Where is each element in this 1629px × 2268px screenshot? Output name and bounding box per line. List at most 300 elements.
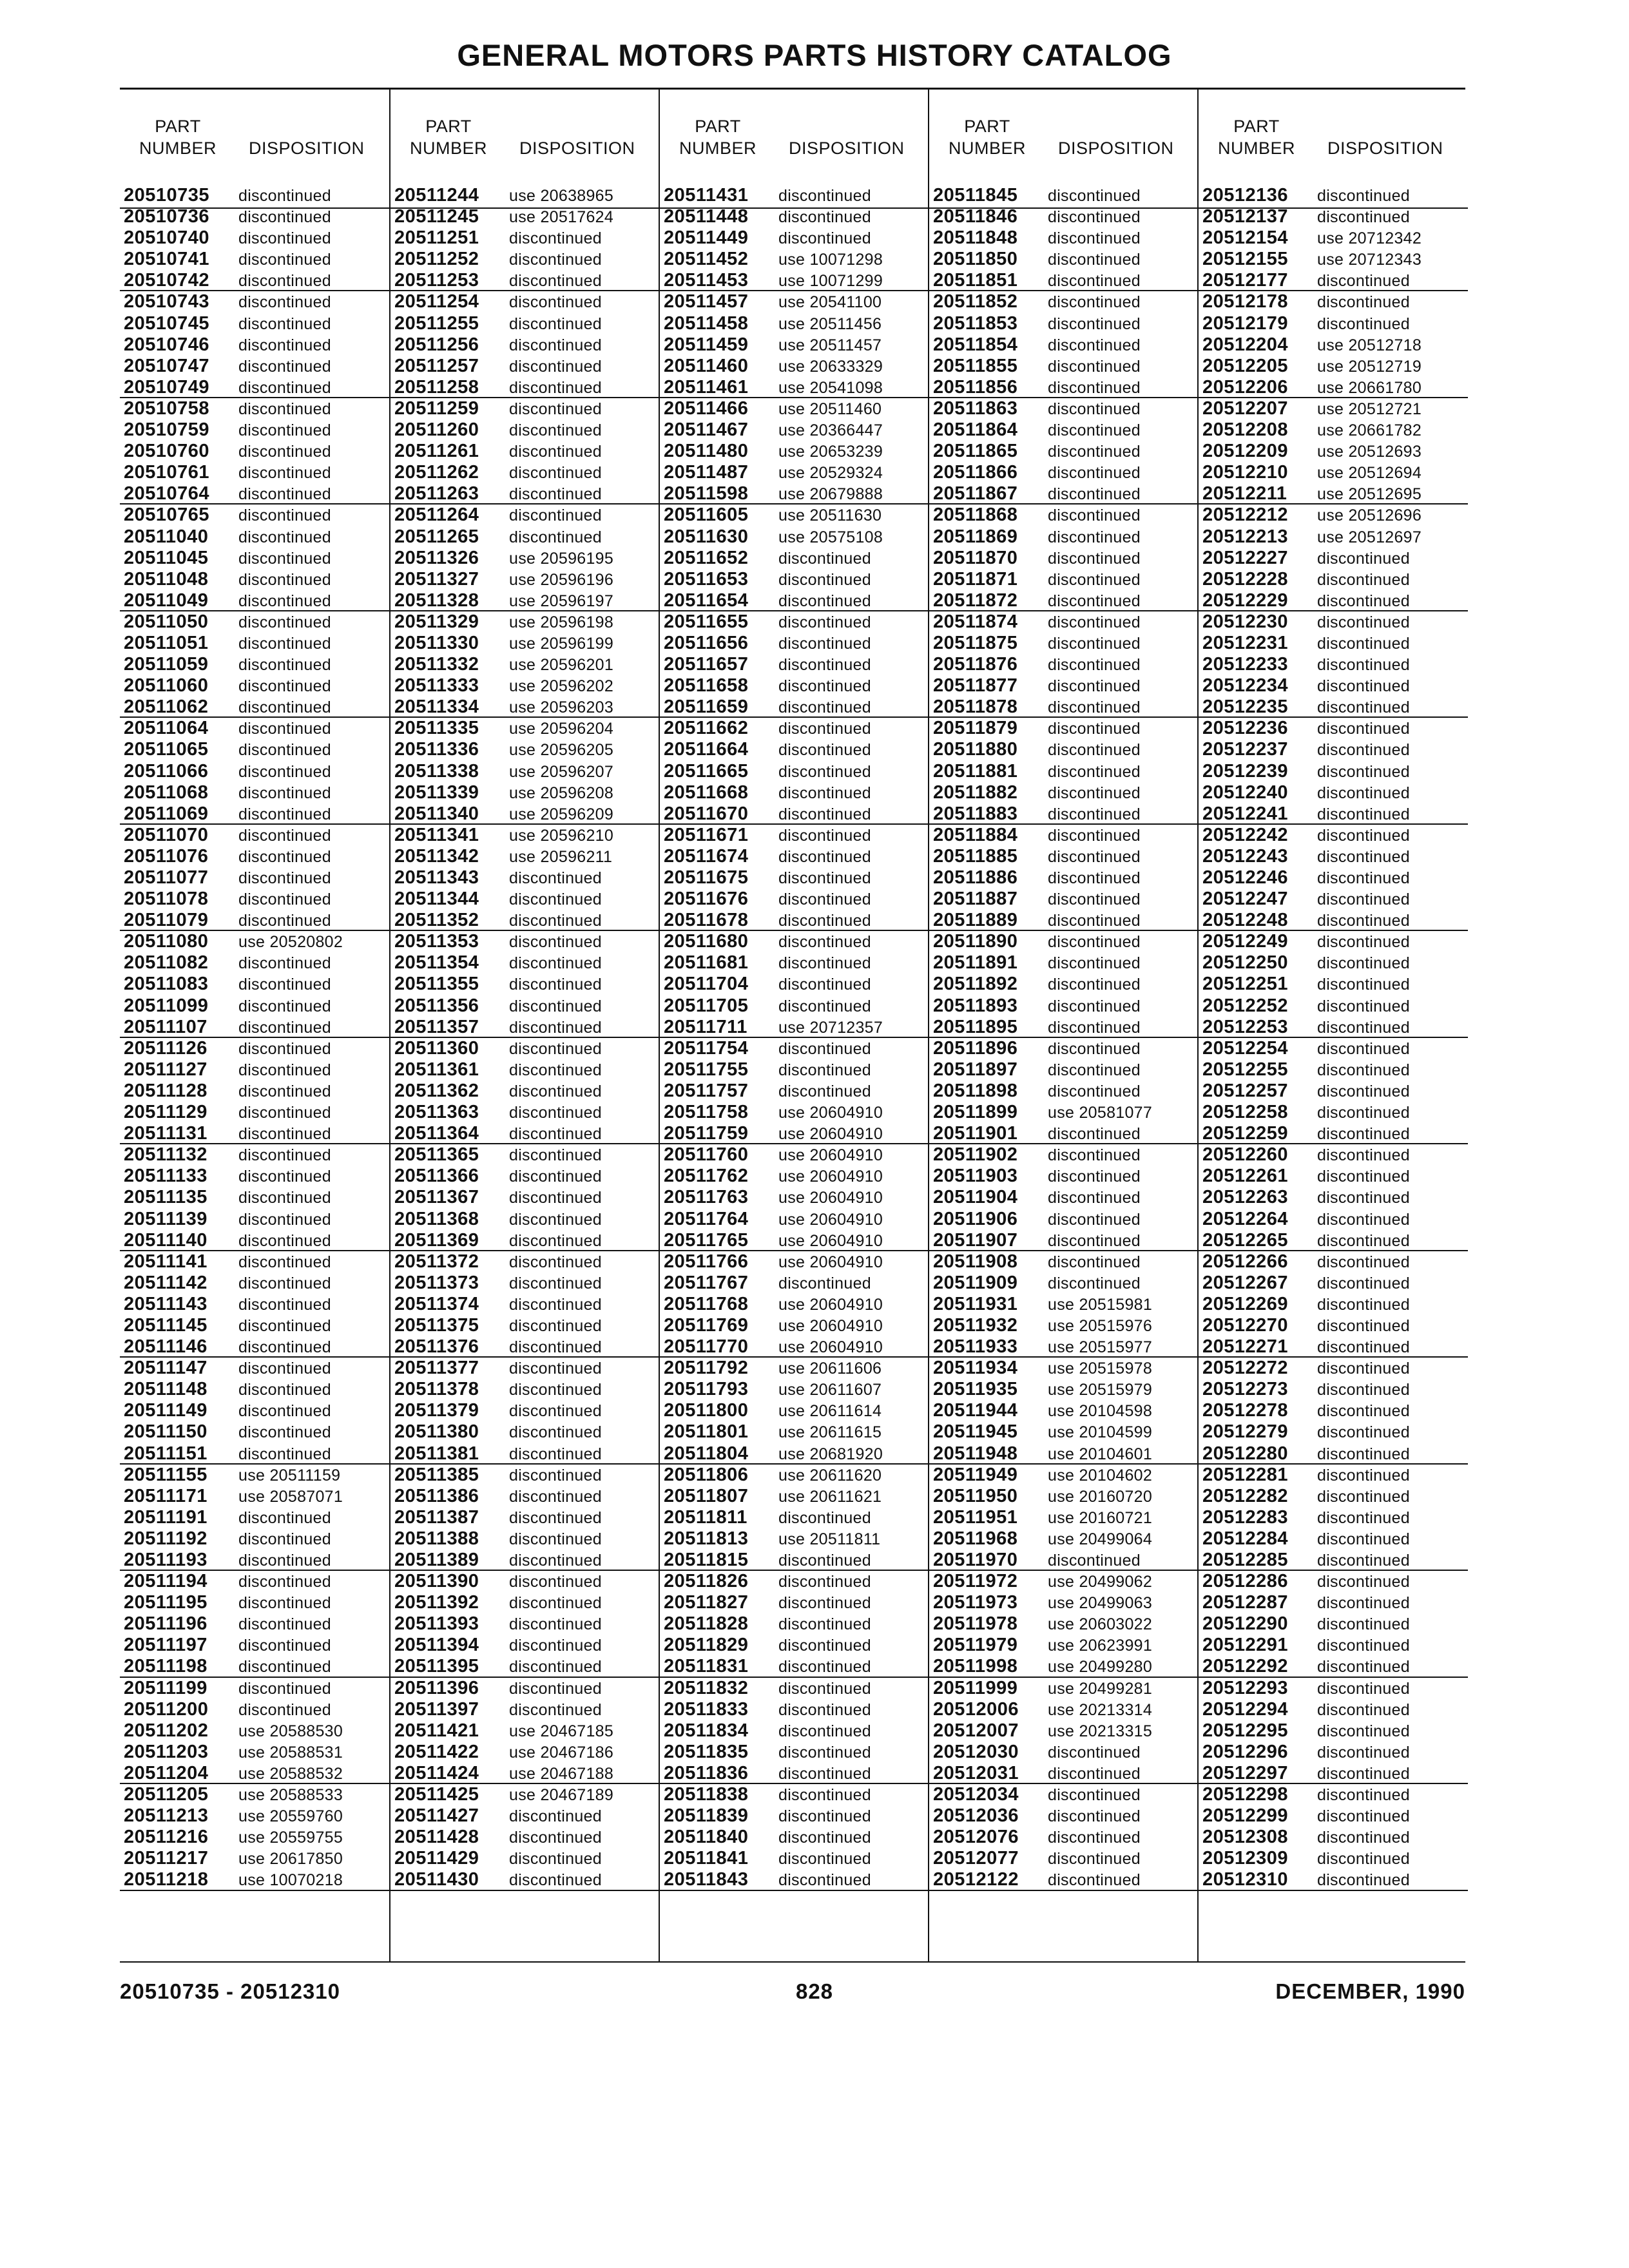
catalog-row bbox=[390, 675, 660, 697]
part-number: 20512257 bbox=[1202, 1080, 1289, 1101]
part-number: 20511213 bbox=[124, 1805, 209, 1827]
part-number: 20511841 bbox=[664, 1848, 749, 1869]
disposition: discontinued bbox=[1317, 314, 1410, 333]
part-number: 20511885 bbox=[933, 845, 1018, 867]
part-number: 20511354 bbox=[394, 952, 479, 974]
part-number: 20511933 bbox=[933, 1336, 1018, 1358]
part-number: 20512267 bbox=[1202, 1272, 1289, 1293]
part-number: 20511430 bbox=[394, 1869, 479, 1890]
catalog-row bbox=[1199, 1678, 1468, 1699]
catalog-row bbox=[120, 825, 389, 846]
disposition: discontinued bbox=[238, 1316, 331, 1335]
catalog-row bbox=[660, 1166, 929, 1187]
catalog-row bbox=[1199, 782, 1468, 803]
part-heading-line2: NUMBER bbox=[139, 139, 217, 158]
part-number: 20511978 bbox=[933, 1613, 1018, 1635]
part-number: 20512179 bbox=[1202, 312, 1289, 334]
catalog-row bbox=[1199, 1123, 1468, 1144]
disposition: discontinued bbox=[509, 1381, 602, 1399]
part-number: 20511904 bbox=[933, 1187, 1018, 1208]
disposition: discontinued bbox=[778, 1615, 871, 1634]
catalog-row bbox=[390, 1678, 660, 1699]
disposition: use 20499063 bbox=[1048, 1594, 1153, 1613]
disposition: discontinued bbox=[509, 1295, 602, 1314]
part-number: 20511133 bbox=[124, 1166, 207, 1187]
part-number: 20510740 bbox=[124, 227, 210, 249]
part-number: 20511944 bbox=[933, 1400, 1018, 1421]
part-number: 20512242 bbox=[1202, 824, 1289, 845]
disposition: discontinued bbox=[778, 912, 871, 930]
catalog-row bbox=[1199, 889, 1468, 910]
disposition: use 20588533 bbox=[238, 1786, 343, 1805]
catalog-row bbox=[929, 889, 1199, 910]
disposition: use 20104599 bbox=[1048, 1423, 1153, 1442]
catalog-row bbox=[120, 1209, 389, 1230]
catalog-row bbox=[390, 995, 660, 1017]
part-number: 20511875 bbox=[933, 632, 1018, 653]
disposition: use 20596208 bbox=[509, 783, 614, 802]
part-number: 20512310 bbox=[1202, 1869, 1289, 1890]
catalog-row bbox=[120, 1400, 389, 1421]
part-number: 20511838 bbox=[664, 1784, 749, 1805]
disposition: discontinued bbox=[1048, 399, 1141, 418]
part-number: 20511855 bbox=[933, 355, 1018, 376]
catalog-row bbox=[390, 291, 660, 312]
catalog-row bbox=[660, 249, 929, 270]
catalog-row bbox=[120, 867, 389, 889]
catalog-row bbox=[660, 377, 929, 398]
disposition: discontinued bbox=[1317, 613, 1410, 631]
catalog-row bbox=[1199, 356, 1468, 377]
part-number: 20511653 bbox=[664, 568, 749, 590]
part-number: 20511813 bbox=[664, 1528, 749, 1549]
part-number: 20512293 bbox=[1202, 1677, 1289, 1698]
catalog-row bbox=[120, 1081, 389, 1102]
disposition: discontinued bbox=[509, 1637, 602, 1655]
catalog-row bbox=[1199, 654, 1468, 675]
catalog-row bbox=[929, 1805, 1199, 1827]
disposition: discontinued bbox=[1317, 997, 1410, 1015]
catalog-row bbox=[1199, 398, 1468, 419]
disposition: use 20596196 bbox=[509, 570, 614, 589]
catalog-row bbox=[929, 462, 1199, 483]
catalog-row bbox=[390, 462, 660, 483]
disposition: discontinued bbox=[1317, 1402, 1410, 1421]
catalog-rows bbox=[1199, 185, 1468, 1891]
catalog-row bbox=[390, 718, 660, 739]
catalog-row bbox=[660, 931, 929, 952]
disposition: use 20499064 bbox=[1048, 1530, 1153, 1548]
disposition: use 20512721 bbox=[1317, 399, 1422, 418]
part-number: 20512230 bbox=[1202, 611, 1289, 632]
part-number: 20512007 bbox=[933, 1720, 1019, 1741]
part-number: 20511998 bbox=[933, 1656, 1018, 1677]
catalog-row bbox=[660, 313, 929, 334]
catalog-row bbox=[390, 697, 660, 718]
part-number: 20512237 bbox=[1202, 739, 1289, 760]
catalog-row bbox=[390, 1827, 660, 1848]
catalog-row bbox=[660, 227, 929, 249]
disposition: discontinued bbox=[1317, 1104, 1410, 1122]
catalog-row bbox=[1199, 1358, 1468, 1379]
disposition: discontinued bbox=[1048, 997, 1141, 1015]
part-number: 20511759 bbox=[664, 1123, 749, 1144]
catalog-row bbox=[120, 1336, 389, 1358]
part-number: 20511332 bbox=[394, 654, 479, 675]
catalog-row bbox=[660, 1400, 929, 1421]
disposition: discontinued bbox=[509, 1274, 602, 1293]
disposition: discontinued bbox=[1048, 378, 1141, 397]
disposition: discontinued bbox=[238, 1210, 331, 1229]
catalog-row bbox=[660, 952, 929, 974]
disposition: discontinued bbox=[509, 890, 602, 909]
part-number: 20512273 bbox=[1202, 1379, 1289, 1400]
catalog-row bbox=[929, 1336, 1199, 1358]
catalog-column bbox=[1197, 90, 1468, 1961]
catalog-row bbox=[120, 227, 389, 249]
catalog-row bbox=[390, 1358, 660, 1379]
disposition: use 20712342 bbox=[1317, 229, 1422, 248]
disposition: discontinued bbox=[509, 336, 602, 354]
part-number: 20512253 bbox=[1202, 1016, 1289, 1037]
catalog-row bbox=[1199, 227, 1468, 249]
disposition: discontinued bbox=[1317, 869, 1410, 887]
disposition: discontinued bbox=[1317, 1637, 1410, 1655]
part-number: 20511326 bbox=[394, 547, 479, 568]
part-number: 20511343 bbox=[394, 867, 479, 888]
disposition: use 20588531 bbox=[238, 1743, 343, 1762]
part-number: 20511375 bbox=[394, 1314, 479, 1336]
catalog-row bbox=[1199, 270, 1468, 291]
part-number: 20511901 bbox=[933, 1123, 1018, 1144]
catalog-row bbox=[1199, 846, 1468, 867]
catalog-row bbox=[929, 1528, 1199, 1550]
disposition: discontinued bbox=[1317, 1786, 1410, 1805]
part-number: 20511340 bbox=[394, 803, 479, 824]
part-number: 20511374 bbox=[394, 1293, 479, 1314]
part-number: 20511908 bbox=[933, 1251, 1018, 1272]
disposition: discontinued bbox=[1048, 506, 1141, 525]
disposition: discontinued bbox=[1317, 1423, 1410, 1442]
catalog-row bbox=[120, 1358, 389, 1379]
catalog-row bbox=[1199, 803, 1468, 825]
catalog-row bbox=[929, 1699, 1199, 1720]
catalog-row bbox=[929, 1209, 1199, 1230]
catalog-row bbox=[1199, 185, 1468, 206]
part-number: 20511364 bbox=[394, 1123, 479, 1144]
part-number: 20511079 bbox=[124, 910, 209, 931]
part-number: 20511424 bbox=[394, 1762, 479, 1783]
part-number: 20512308 bbox=[1202, 1827, 1289, 1848]
part-number: 20511352 bbox=[394, 910, 479, 931]
catalog-row bbox=[120, 1059, 389, 1081]
part-number: 20511338 bbox=[394, 760, 479, 782]
part-number: 20511879 bbox=[933, 718, 1018, 739]
catalog-row bbox=[660, 206, 929, 227]
part-number: 20511665 bbox=[664, 760, 749, 782]
catalog-row bbox=[390, 1038, 660, 1059]
disposition: discontinued bbox=[778, 591, 871, 610]
catalog-row bbox=[390, 1550, 660, 1571]
disposition: discontinued bbox=[238, 336, 331, 354]
part-number: 20511068 bbox=[124, 782, 209, 803]
catalog-row bbox=[1199, 1017, 1468, 1038]
catalog-row bbox=[120, 1486, 389, 1507]
disposition: discontinued bbox=[1317, 847, 1410, 866]
part-number: 20511815 bbox=[664, 1550, 749, 1570]
part-number: 20511848 bbox=[933, 227, 1018, 249]
disposition: discontinued bbox=[509, 1658, 602, 1677]
disposition: discontinued bbox=[778, 613, 871, 631]
catalog-row bbox=[1199, 1251, 1468, 1273]
part-number: 20511829 bbox=[664, 1635, 749, 1656]
part-number: 20511836 bbox=[664, 1762, 749, 1783]
disposition: discontinued bbox=[778, 954, 871, 973]
part-number: 20512249 bbox=[1202, 931, 1289, 952]
catalog-row bbox=[390, 952, 660, 974]
disposition: use 20588530 bbox=[238, 1722, 343, 1740]
catalog-row bbox=[120, 1656, 389, 1677]
part-number: 20511392 bbox=[394, 1592, 479, 1613]
part-number: 20511368 bbox=[394, 1208, 479, 1229]
column-header bbox=[1199, 115, 1468, 186]
catalog-row bbox=[120, 526, 389, 548]
catalog-row bbox=[929, 1166, 1199, 1187]
catalog-row bbox=[1199, 1465, 1468, 1486]
part-number: 20512271 bbox=[1202, 1336, 1289, 1358]
part-number: 20512281 bbox=[1202, 1464, 1289, 1485]
disposition: discontinued bbox=[1317, 1743, 1410, 1762]
part-number: 20511452 bbox=[664, 249, 749, 270]
part-number: 20511265 bbox=[394, 526, 479, 547]
catalog-row bbox=[660, 739, 929, 760]
disposition: use 20604910 bbox=[778, 1253, 883, 1271]
part-number: 20511083 bbox=[124, 974, 209, 995]
part-number: 20511758 bbox=[664, 1102, 749, 1123]
part-number: 20511871 bbox=[933, 568, 1018, 590]
disposition: discontinued bbox=[509, 485, 602, 504]
disposition: use 20604910 bbox=[778, 1231, 883, 1250]
part-number: 20511262 bbox=[394, 462, 479, 483]
part-number: 20511676 bbox=[664, 889, 749, 910]
catalog-row bbox=[390, 654, 660, 675]
part-number: 20510746 bbox=[124, 334, 210, 355]
catalog-row bbox=[390, 803, 660, 825]
part-number: 20511656 bbox=[664, 632, 749, 653]
part-heading-line1: PART bbox=[964, 117, 1010, 136]
part-number: 20511675 bbox=[664, 867, 749, 888]
catalog-row bbox=[929, 1763, 1199, 1784]
catalog-row bbox=[929, 1507, 1199, 1528]
part-number: 20511393 bbox=[394, 1613, 479, 1635]
catalog-row bbox=[660, 291, 929, 312]
disposition: discontinued bbox=[1048, 208, 1141, 227]
catalog-row bbox=[390, 526, 660, 548]
disposition: discontinued bbox=[1317, 1210, 1410, 1229]
part-number: 20511705 bbox=[664, 995, 749, 1016]
catalog-row bbox=[660, 1209, 929, 1230]
catalog-row bbox=[929, 526, 1199, 548]
disposition: discontinued bbox=[1317, 1253, 1410, 1271]
part-number: 20512247 bbox=[1202, 889, 1289, 910]
part-number: 20512229 bbox=[1202, 590, 1289, 611]
disposition: discontinued bbox=[238, 677, 331, 696]
catalog-row bbox=[929, 995, 1199, 1017]
catalog-row bbox=[390, 1805, 660, 1827]
catalog-row bbox=[390, 633, 660, 654]
part-number: 20512252 bbox=[1202, 995, 1289, 1016]
disposition: use 20499281 bbox=[1048, 1679, 1153, 1698]
disposition: use 20515976 bbox=[1048, 1316, 1153, 1335]
catalog-row bbox=[120, 185, 389, 206]
catalog-row bbox=[929, 1592, 1199, 1613]
disposition: discontinued bbox=[1317, 1168, 1410, 1186]
disposition: use 20604910 bbox=[778, 1210, 883, 1229]
catalog-row bbox=[929, 505, 1199, 526]
catalog-row bbox=[660, 1059, 929, 1081]
part-number: 20511869 bbox=[933, 526, 1018, 547]
disposition: use 20467185 bbox=[509, 1722, 614, 1740]
part-number: 20511951 bbox=[933, 1506, 1018, 1528]
disposition: use 20559755 bbox=[238, 1829, 343, 1847]
catalog-row bbox=[660, 569, 929, 590]
part-number: 20511357 bbox=[394, 1016, 479, 1037]
part-number: 20512283 bbox=[1202, 1506, 1289, 1528]
part-number: 20511877 bbox=[933, 675, 1018, 697]
catalog-row bbox=[1199, 1869, 1468, 1890]
catalog-row bbox=[660, 1742, 929, 1763]
disposition: discontinued bbox=[238, 762, 331, 781]
disposition: discontinued bbox=[1048, 485, 1141, 504]
catalog-row bbox=[660, 1486, 929, 1507]
catalog-row bbox=[120, 1166, 389, 1187]
part-number: 20511050 bbox=[124, 611, 209, 632]
disposition: discontinued bbox=[238, 399, 331, 418]
part-number: 20511336 bbox=[394, 739, 479, 760]
part-number: 20511197 bbox=[124, 1635, 207, 1656]
part-number: 20511832 bbox=[664, 1677, 749, 1698]
part-number: 20511070 bbox=[124, 824, 209, 845]
catalog-row bbox=[929, 1720, 1199, 1742]
disposition: use 20512694 bbox=[1317, 464, 1422, 483]
part-number: 20511868 bbox=[933, 505, 1018, 526]
catalog-row bbox=[1199, 1336, 1468, 1358]
catalog-row bbox=[390, 1592, 660, 1613]
disposition: discontinued bbox=[1048, 187, 1141, 205]
catalog-row bbox=[120, 441, 389, 462]
part-number: 20511060 bbox=[124, 675, 209, 697]
catalog-row bbox=[929, 825, 1199, 846]
disposition: use 20515978 bbox=[1048, 1360, 1153, 1378]
part-number: 20511341 bbox=[394, 824, 479, 845]
disposition: discontinued bbox=[238, 506, 331, 525]
catalog-row bbox=[929, 952, 1199, 974]
catalog-row bbox=[390, 1059, 660, 1081]
part-number: 20511199 bbox=[124, 1677, 207, 1698]
part-number: 20511932 bbox=[933, 1314, 1018, 1336]
part-number: 20511066 bbox=[124, 760, 209, 782]
catalog-row bbox=[120, 1784, 389, 1805]
catalog-row bbox=[120, 548, 389, 569]
catalog-row bbox=[929, 697, 1199, 718]
disposition: discontinued bbox=[1048, 591, 1141, 610]
part-number: 20511255 bbox=[394, 312, 479, 334]
part-number: 20512270 bbox=[1202, 1314, 1289, 1336]
catalog-row bbox=[1199, 377, 1468, 398]
part-number: 20511135 bbox=[124, 1187, 207, 1208]
catalog-row bbox=[120, 590, 389, 611]
disposition: discontinued bbox=[238, 1168, 331, 1186]
catalog-row bbox=[120, 1273, 389, 1294]
catalog-row bbox=[390, 867, 660, 889]
catalog-row bbox=[660, 1230, 929, 1251]
disposition: use 20512695 bbox=[1317, 485, 1422, 504]
catalog-row bbox=[929, 611, 1199, 633]
disposition: discontinued bbox=[1317, 634, 1410, 653]
catalog-row bbox=[929, 1230, 1199, 1251]
part-number: 20512155 bbox=[1202, 249, 1289, 270]
catalog-row bbox=[390, 1144, 660, 1166]
part-number: 20512240 bbox=[1202, 782, 1289, 803]
disposition: discontinued bbox=[778, 549, 871, 568]
disposition: discontinued bbox=[1048, 1018, 1141, 1037]
part-number: 20511935 bbox=[933, 1379, 1018, 1400]
disposition: discontinued bbox=[778, 1764, 871, 1783]
disposition: discontinued bbox=[509, 1168, 602, 1186]
part-number: 20511843 bbox=[664, 1869, 749, 1890]
disposition: discontinued bbox=[1048, 741, 1141, 760]
catalog-row bbox=[1199, 1784, 1468, 1805]
part-number: 20512272 bbox=[1202, 1358, 1289, 1379]
part-number: 20511711 bbox=[664, 1016, 747, 1037]
part-number: 20511380 bbox=[394, 1421, 479, 1443]
disposition: discontinued bbox=[1317, 1871, 1410, 1890]
catalog-row bbox=[120, 1571, 389, 1592]
part-number: 20511389 bbox=[394, 1550, 479, 1570]
part-number: 20511882 bbox=[933, 782, 1018, 803]
catalog-row bbox=[929, 718, 1199, 739]
disposition: use 20604910 bbox=[778, 1189, 883, 1207]
part-number: 20511378 bbox=[394, 1379, 479, 1400]
catalog-row bbox=[120, 1187, 389, 1208]
part-number: 20511252 bbox=[394, 249, 479, 270]
part-heading-line1: PART bbox=[155, 117, 201, 136]
part-number: 20511883 bbox=[933, 803, 1018, 824]
catalog-row bbox=[120, 569, 389, 590]
catalog-row bbox=[390, 377, 660, 398]
catalog-row bbox=[1199, 1273, 1468, 1294]
disposition: discontinued bbox=[238, 912, 331, 930]
disposition: discontinued bbox=[778, 805, 871, 823]
catalog-row bbox=[120, 1315, 389, 1336]
catalog-row bbox=[660, 654, 929, 675]
disposition: discontinued bbox=[238, 975, 331, 994]
catalog-row bbox=[929, 270, 1199, 291]
catalog-row bbox=[120, 1805, 389, 1827]
disposition: use 20515981 bbox=[1048, 1295, 1153, 1314]
part-number: 20512298 bbox=[1202, 1784, 1289, 1805]
catalog-row bbox=[1199, 1571, 1468, 1592]
part-number: 20511806 bbox=[664, 1464, 749, 1485]
part-number: 20511892 bbox=[933, 974, 1018, 995]
disposition: discontinued bbox=[1048, 1552, 1141, 1570]
catalog-row bbox=[929, 1421, 1199, 1443]
catalog-row bbox=[660, 633, 929, 654]
catalog-row bbox=[120, 1379, 389, 1400]
part-number: 20511880 bbox=[933, 739, 1018, 760]
part-range: 20510735 - 20512310 bbox=[120, 1979, 340, 2003]
catalog-row bbox=[929, 1315, 1199, 1336]
